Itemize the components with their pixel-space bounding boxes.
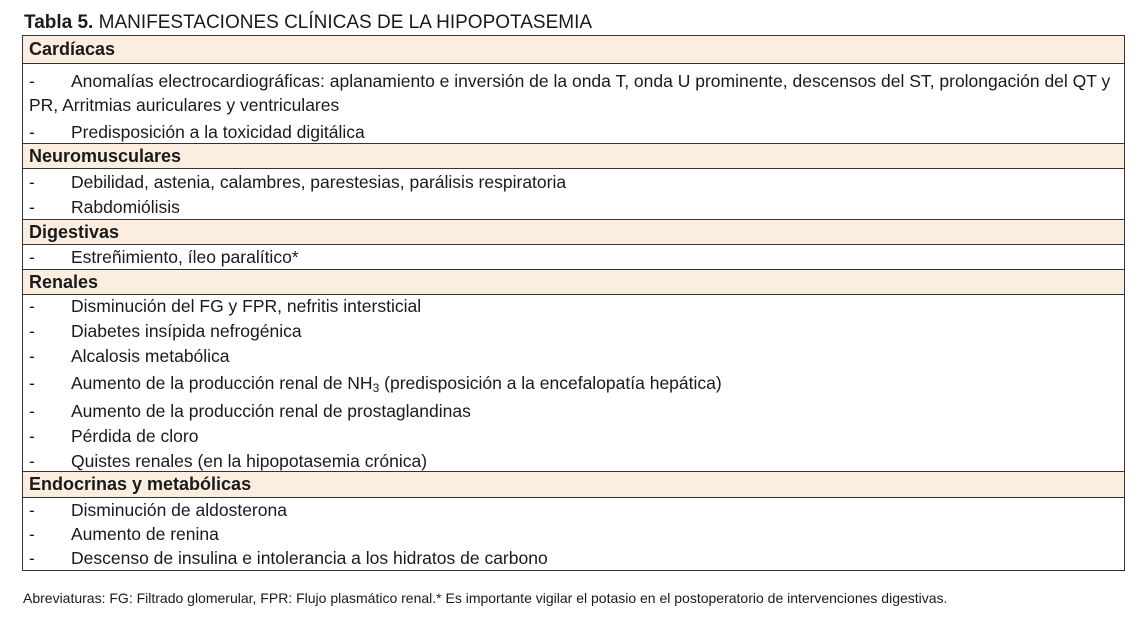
item-text: Anomalías electrocardiográficas: aplanamiento e inversión de la onda T, onda U prominente, descensos del ST, prolongación del QT y PR, Arritmias auriculares y ventriculares	[29, 71, 1111, 115]
section-header-cardiacas: Cardíacas	[23, 36, 1124, 64]
bullet-dash: -	[29, 247, 35, 267]
bullet-dash: -	[29, 122, 35, 142]
item-text: Pérdida de cloro	[71, 426, 199, 446]
footnote: Abreviaturas: FG: Filtrado glomerular, FPR: Flujo plasmático renal.* Es importante vigilar el potasio en el postoperatorio de intervenciones digestivas.	[23, 590, 948, 606]
bullet-dash: -	[29, 71, 35, 91]
table-label: Tabla 5.	[24, 12, 94, 33]
item-text: Diabetes insípida nefrogénica	[71, 321, 302, 341]
item-text: Aumento de renina	[71, 524, 219, 544]
bullet-dash: -	[29, 401, 35, 421]
bullet-dash: -	[29, 321, 35, 341]
item-text: Rabdomiólisis	[71, 197, 180, 217]
subscript: 3	[372, 381, 380, 395]
bullet-dash: -	[29, 500, 35, 520]
item-text: Quistes renales (en la hipopotasemia crónica)	[71, 451, 428, 471]
list-item	[29, 69, 1114, 117]
item-text: Disminución de aldosterona	[71, 500, 287, 520]
bullet-dash: -	[29, 346, 35, 366]
bullet-dash: -	[29, 524, 35, 544]
bullet-dash: -	[29, 172, 35, 192]
section-header-digestivas: Digestivas	[23, 219, 1124, 245]
section-header-endocrinas: Endocrinas y metabólicas	[23, 471, 1124, 498]
bullet-dash: -	[29, 197, 35, 217]
item-text: Predisposición a la toxicidad digitálica	[71, 122, 365, 142]
item-text: Aumento de la producción renal de prostaglandinas	[71, 401, 471, 421]
table-title	[24, 11, 592, 35]
item-text	[71, 371, 722, 400]
item-text: Alcalosis metabólica	[71, 346, 230, 366]
item-text-part: Aumento de la producción renal de NH	[71, 373, 373, 393]
item-text: Descenso de insulina e intolerancia a los hidratos de carbono	[71, 548, 548, 568]
item-text: Estreñimiento, íleo paralítico*	[71, 247, 299, 267]
item-text: Disminución del FG y FPR, nefritis intersticial	[71, 296, 422, 316]
bullet-dash: -	[29, 296, 35, 316]
bullet-dash: -	[29, 451, 35, 471]
section-header-neuromusculares: Neuromusculares	[23, 143, 1124, 169]
bullet-dash: -	[29, 373, 35, 393]
bullet-dash: -	[29, 426, 35, 446]
item-text: Debilidad, astenia, calambres, parestesias, parálisis respiratoria	[71, 172, 567, 192]
table-title-text: MANIFESTACIONES CLÍNICAS DE LA HIPOPOTASEMIA	[98, 12, 593, 33]
item-text-part: (predisposición a la encefalopatía hepática)	[379, 373, 722, 393]
manifestations-table	[22, 35, 1125, 571]
section-header-renales: Renales	[23, 269, 1124, 295]
bullet-dash: -	[29, 548, 35, 568]
